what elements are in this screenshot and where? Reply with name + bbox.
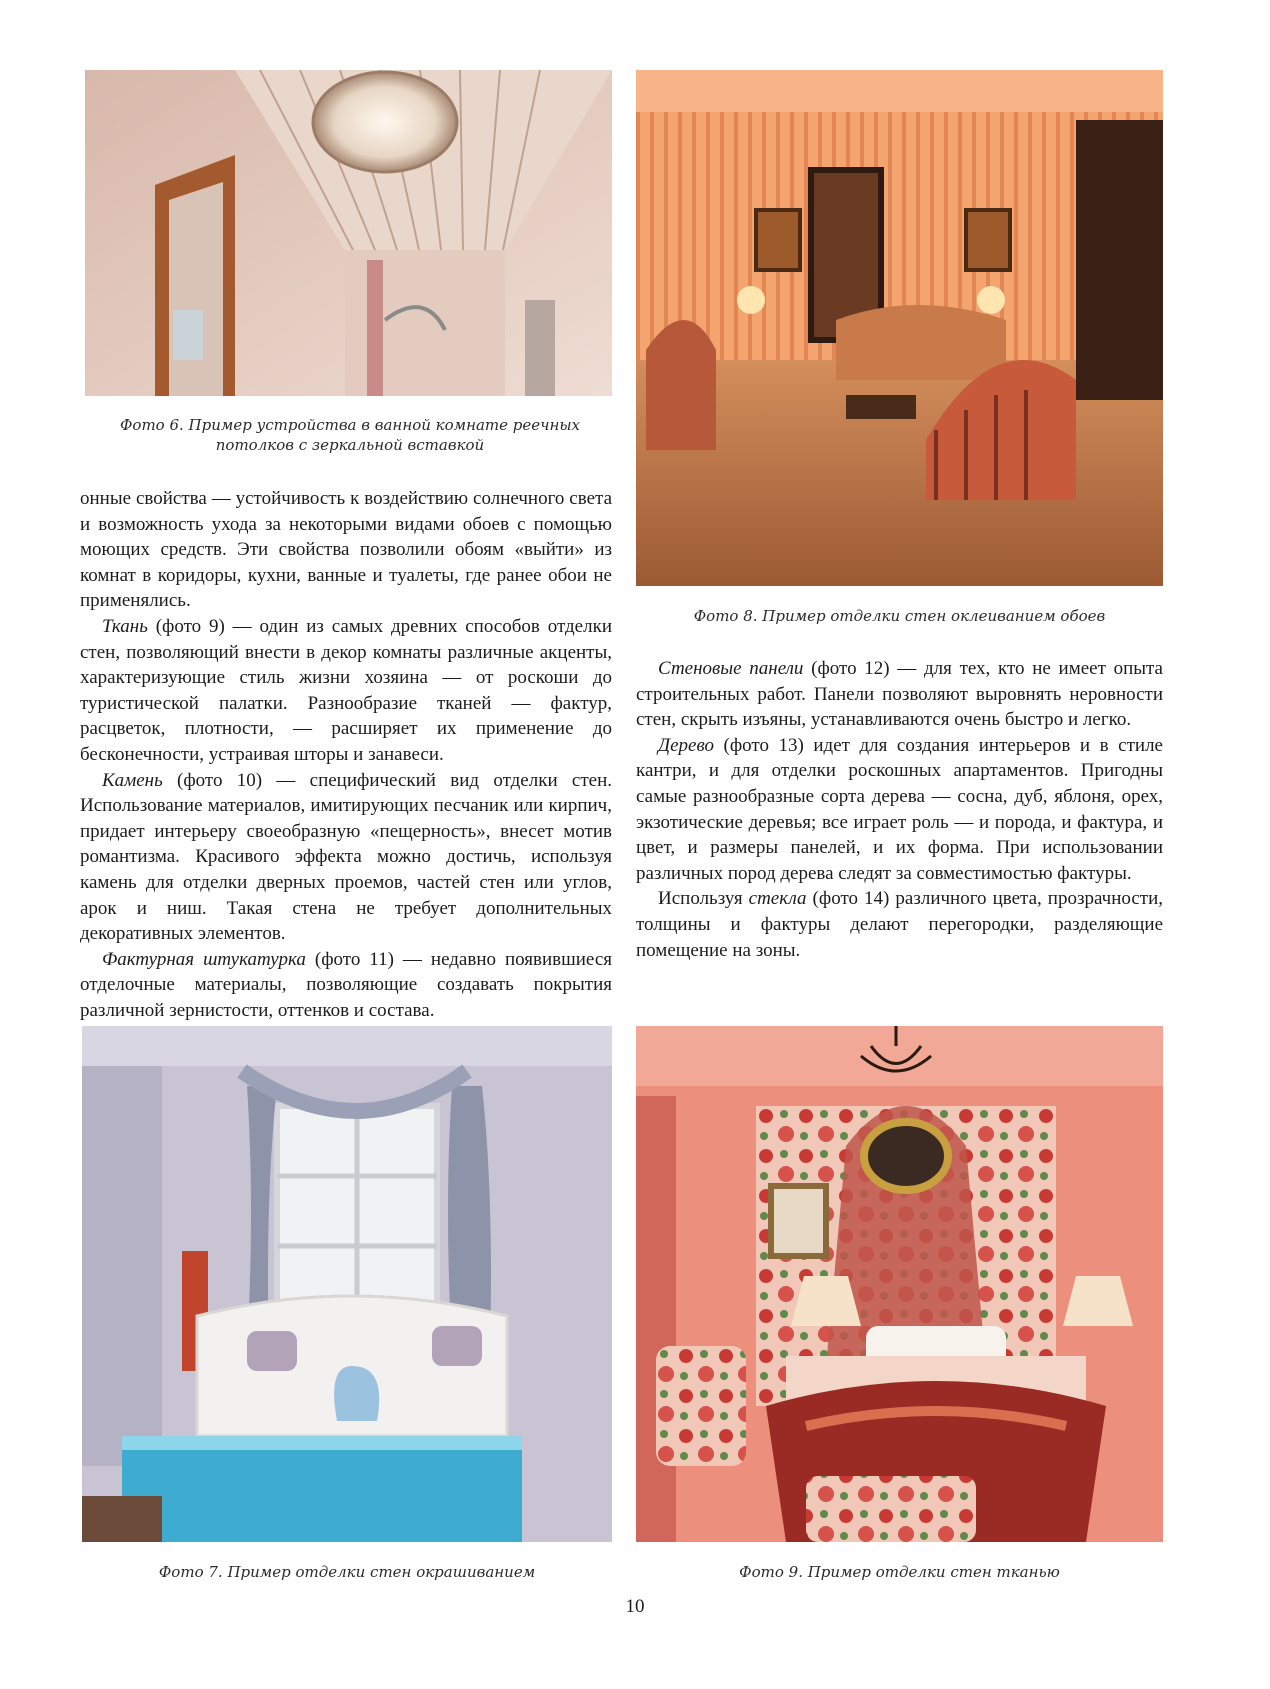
photo-8-living-room (636, 70, 1163, 586)
term-glass: стекла (748, 888, 807, 910)
term-wall-panels: Стеновые панели (658, 658, 804, 679)
term-textured-plaster: Фактурная штукатурка (102, 948, 306, 970)
photo-9-caption: Фото 9. Пример отделки стен тканью (739, 1563, 1060, 1581)
right-paragraph-2: Дерево (фото 13) идет для создания интерьеров и в стиле кантри, и для отделки роскошных апартаментов. Пригодны самые разнообразные сорта дерева — сосна, дуб, яблоня, орех, экзотические деревья; все играет роль — и порода, и фактура, и цвет, и размеры панелей, и их форма. При использовании различных пород дерева следят за совместимостью фактуры. (636, 734, 1163, 884)
left-paragraph-2: Ткань (фото 9) — один из самых древних способов отделки стен, позволяющий внести в декор комнаты различные акценты, характеризующие стиль жизни хозяина — от роскоши до туристической палатки. Разнообразие тканей — фактур, расцветок, плотности, — расширяет их применение до бесконечности, устраивая шторы и занавеси. (80, 615, 612, 765)
term-stone: Камень (102, 769, 163, 791)
left-paragraph-1: онные свойства — устойчивость к воздействию солнечного света и возможность ухода за некоторыми видами обоев с помощью моющих средств. Эти свойства позволили обоям «выйти» из комнат в коридоры, кухни, ванные и туалеты, где ранее обои не применялись. (80, 488, 612, 612)
photo-7-caption: Фото 7. Пример отделки стен окрашиванием (158, 1563, 536, 1581)
photo-6-caption: Фото 6. Пример устройства в ванной комнате реечных потолков с зеркальной вставкой (119, 416, 581, 454)
right-text-column (636, 656, 1163, 963)
term-fabric: Ткань (102, 615, 148, 637)
photo-9-fabric-bedroom (636, 1026, 1163, 1542)
left-text-column (80, 486, 612, 1023)
right-paragraph-1: Стеновые панели (фото 12) — для тех, кто не имеет опыта строительных работ. Панели позволяют выровнять неровности стен, скрыть изъяны, устанавливаются очень быстро и легко. (636, 658, 1163, 731)
photo-6-bathroom (85, 70, 612, 396)
photo-7-painted-room (82, 1026, 612, 1542)
right-paragraph-3: Используя стекла (фото 14) различного цвета, прозрачности, толщины и фактуры делают перегородки, разделяющие помещение на зоны. (636, 888, 1163, 961)
left-paragraph-3: Камень (фото 10) — специфический вид отделки стен. Использование материалов, имитирующих песчаник или кирпич, придает интерьеру своеобразную «пещерность», внесет мотив романтизма. Красивого эффекта можно достичь, используя камень для отделки дверных проемов, частей стен или углов, арок и ниш. Такая стена не требует дополнительных декоративных элементов. (80, 769, 612, 945)
left-paragraph-4: Фактурная штукатурка (фото 11) — недавно появившиеся отделочные материалы, позволяющие создавать покрытия различной зернистости, оттенков и состава. (80, 948, 613, 1021)
page-number: 10 (625, 1596, 645, 1617)
term-wood: Дерево (658, 734, 714, 756)
photo-8-caption: Фото 8. Пример отделки стен оклеиванием обоев (693, 607, 1106, 625)
